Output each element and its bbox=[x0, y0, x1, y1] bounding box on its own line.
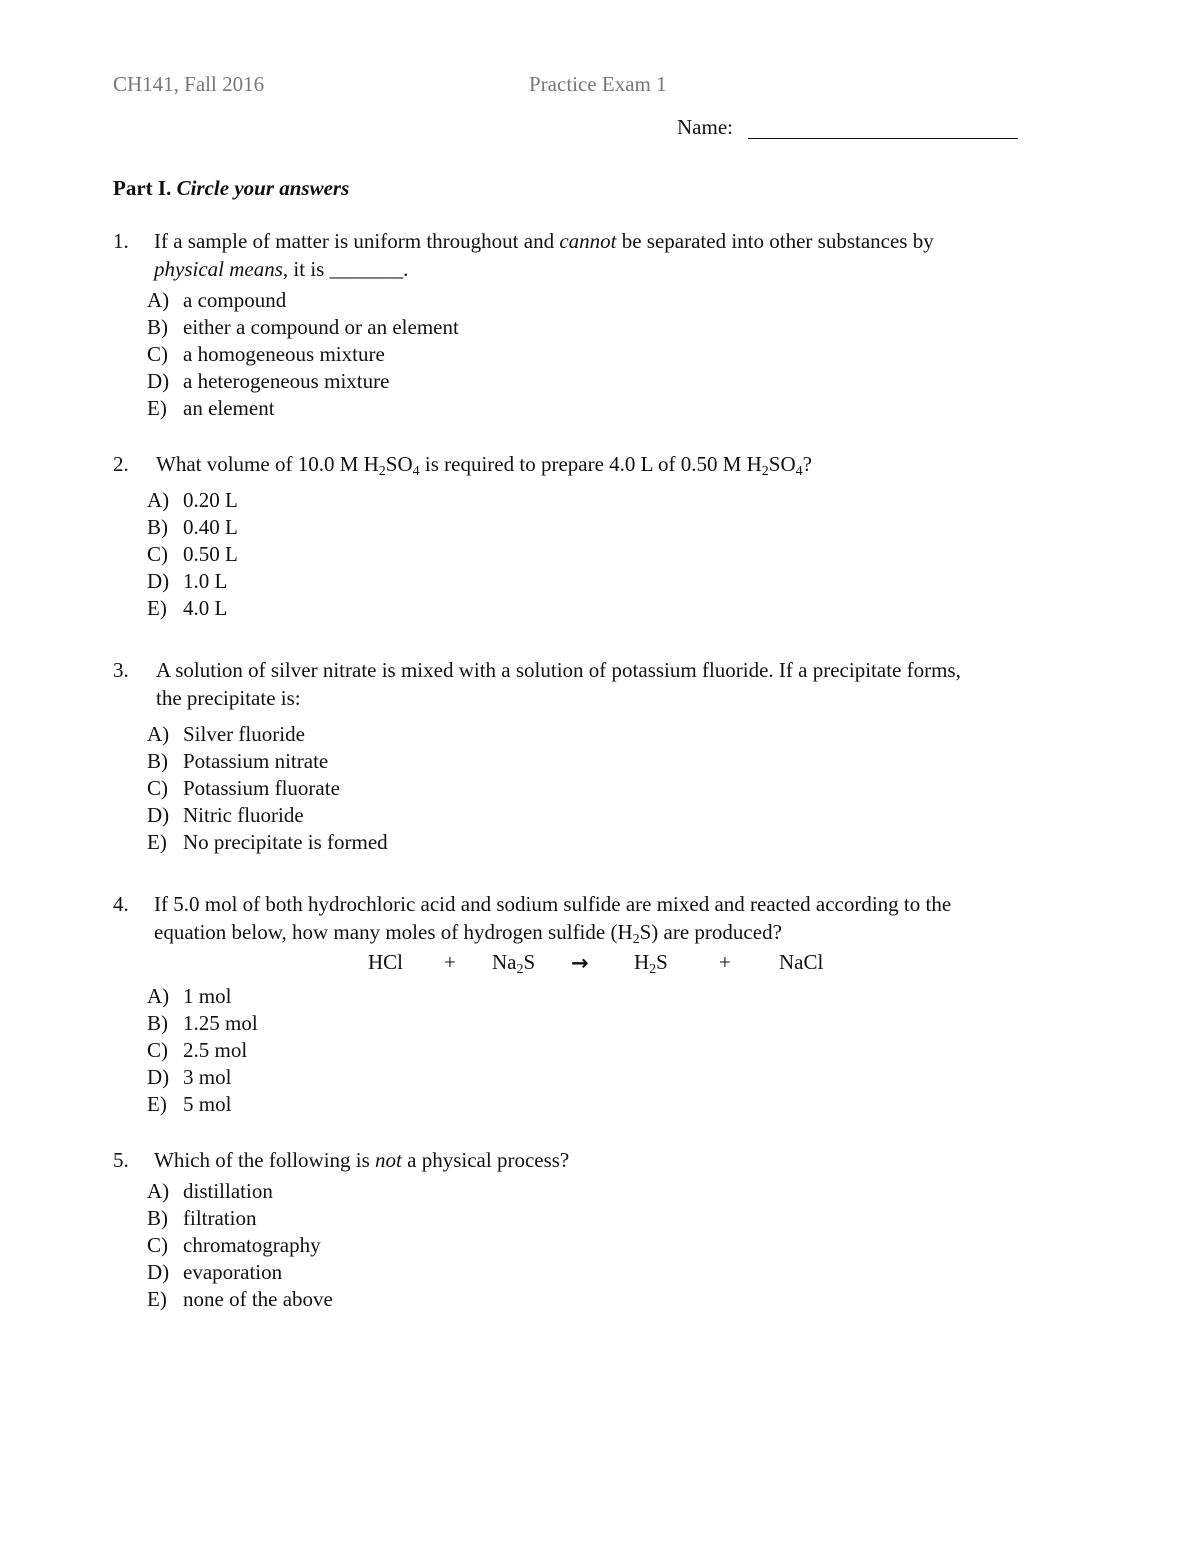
option-e[interactable]: E) 5 mol bbox=[147, 1092, 232, 1116]
question-4-options bbox=[147, 983, 258, 1118]
question-text: If a sample of matter is uniform throughout and cannot be separated into other substances by physical means, it is _______. bbox=[154, 229, 934, 281]
option-d[interactable]: D) evaporation bbox=[147, 1260, 283, 1284]
question-2-options bbox=[147, 487, 238, 622]
option-c[interactable]: C) a homogeneous mixture bbox=[147, 342, 385, 366]
equation-plus-2: + bbox=[719, 950, 731, 974]
name-label: Name: bbox=[677, 115, 733, 139]
option-d[interactable]: D) Nitric fluoride bbox=[147, 803, 304, 827]
option-e[interactable]: E) none of the above bbox=[147, 1287, 333, 1311]
option-e[interactable]: E) an element bbox=[147, 396, 275, 420]
equation-na2s: $Na_2S$ bbox=[492, 950, 536, 977]
option-b[interactable]: B) 0.40 L bbox=[147, 515, 238, 539]
equation-h2s: $H_2S$ bbox=[634, 950, 668, 977]
exam-title: Practice Exam 1 bbox=[529, 72, 667, 96]
option-b[interactable]: B) filtration bbox=[147, 1206, 257, 1230]
question-number: 1. bbox=[113, 229, 129, 253]
option-a[interactable]: A) a compound bbox=[147, 288, 287, 312]
option-c[interactable]: C) Potassium fluorate bbox=[147, 776, 340, 800]
option-a[interactable]: A) Silver fluoride bbox=[147, 722, 305, 746]
question-1-options bbox=[147, 287, 459, 422]
question-text: What volume of 10.0 M $H_2SO_4$ is required to prepare 4.0 L of 0.50 M $H_2SO_4$? bbox=[156, 452, 812, 479]
option-b[interactable]: B) Potassium nitrate bbox=[147, 749, 329, 773]
course-header: CH141, Fall 2016 bbox=[113, 72, 265, 96]
question-number: 5. bbox=[113, 1148, 129, 1172]
equation-nacl: NaCl bbox=[779, 950, 824, 974]
option-d[interactable]: D) 3 mol bbox=[147, 1065, 232, 1089]
option-d[interactable]: D) a heterogeneous mixture bbox=[147, 369, 390, 393]
equation-hcl: HCl bbox=[368, 950, 404, 974]
equation-plus-1: + bbox=[444, 950, 456, 974]
option-b[interactable]: B) 1.25 mol bbox=[147, 1011, 258, 1035]
name-blank-line[interactable] bbox=[748, 138, 1018, 139]
option-a[interactable]: A) 1 mol bbox=[147, 984, 232, 1008]
part-label: Part I. bbox=[113, 176, 172, 200]
question-3-options bbox=[147, 721, 388, 856]
option-e[interactable]: E) No precipitate is formed bbox=[147, 830, 388, 854]
option-c[interactable]: C) 0.50 L bbox=[147, 542, 238, 566]
option-a[interactable]: A) distillation bbox=[147, 1179, 273, 1203]
option-d[interactable]: D) 1.0 L bbox=[147, 569, 228, 593]
question-text: Which of the following is not a physical process? bbox=[154, 1148, 570, 1172]
option-a[interactable]: A) 0.20 L bbox=[147, 488, 238, 512]
question-number: 2. bbox=[113, 452, 129, 476]
reaction-arrow-icon: → bbox=[571, 951, 589, 975]
question-text: A solution of silver nitrate is mixed with a solution of potassium fluoride. If a precipitate forms, the precipitate is: bbox=[156, 658, 961, 710]
question-number: 4. bbox=[113, 892, 129, 916]
question-5-options bbox=[147, 1178, 333, 1313]
part-title bbox=[113, 176, 349, 201]
question-number: 3. bbox=[113, 658, 129, 682]
question-text: If 5.0 mol of both hydrochloric acid and sodium sulfide are mixed and reacted according to the equation below, how many moles of hydrogen sulfide $(H_2S)$ are produced? bbox=[154, 892, 952, 947]
option-e[interactable]: E) 4.0 L bbox=[147, 596, 228, 620]
part-instruction: Circle your answers bbox=[176, 176, 350, 200]
option-b[interactable]: B) either a compound or an element bbox=[147, 315, 459, 339]
option-c[interactable]: C) chromatography bbox=[147, 1233, 321, 1257]
option-c[interactable]: C) 2.5 mol bbox=[147, 1038, 248, 1062]
